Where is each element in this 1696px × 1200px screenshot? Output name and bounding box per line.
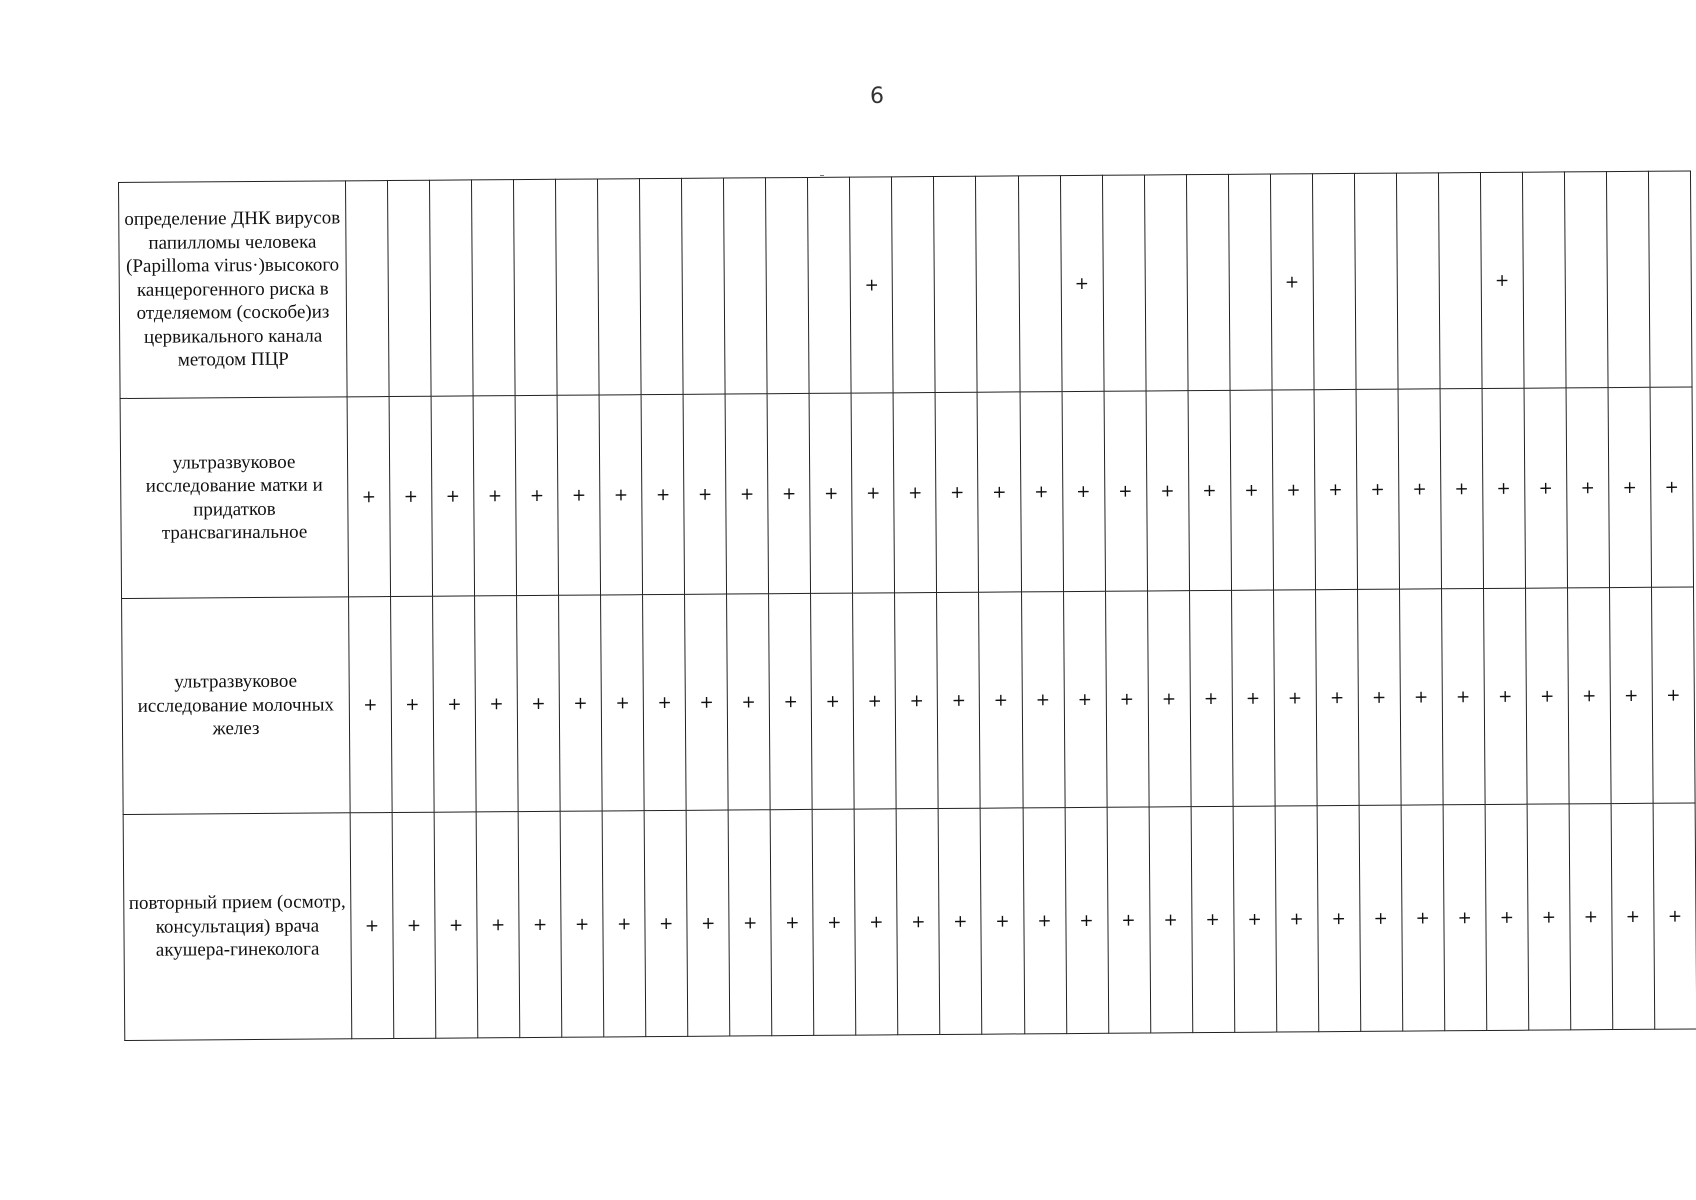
mark-cell: +: [1315, 589, 1359, 805]
mark-cell: +: [1441, 589, 1485, 805]
mark-cell: [388, 180, 432, 396]
mark-cell: +: [1611, 803, 1655, 1029]
schedule-table-body: [119, 171, 1696, 1041]
mark-cell: +: [1399, 589, 1443, 805]
mark-cell: +: [349, 597, 393, 813]
mark-cell: +: [1359, 805, 1403, 1031]
mark-cell: +: [347, 397, 390, 597]
mark-cell: +: [1482, 388, 1525, 588]
mark-cell: +: [1566, 388, 1609, 588]
mark-cell: +: [1272, 390, 1315, 590]
mark-cell: +: [853, 593, 897, 809]
mark-cell: +: [1440, 389, 1483, 589]
mark-cell: +: [685, 594, 729, 810]
mark-cell: [556, 179, 600, 395]
mark-cell: +: [644, 810, 688, 1036]
mark-cell: [345, 181, 389, 397]
mark-cell: +: [559, 595, 603, 811]
mark-cell: +: [897, 809, 941, 1035]
mark-cell: +: [391, 596, 435, 812]
mark-cell: +: [1609, 587, 1653, 803]
mark-cell: +: [1147, 591, 1191, 807]
mark-cell: +: [811, 593, 855, 809]
mark-cell: [1102, 175, 1146, 391]
mark-cell: [934, 176, 978, 392]
mark-cell: +: [1020, 392, 1063, 592]
mark-cell: +: [1062, 391, 1105, 591]
mark-cell: +: [1023, 808, 1067, 1034]
mark-cell: +: [979, 592, 1023, 808]
mark-cell: +: [850, 177, 894, 393]
mark-cell: [892, 177, 936, 393]
mark-cell: +: [475, 596, 519, 812]
mark-cell: +: [601, 595, 645, 811]
mark-cell: +: [1146, 391, 1189, 591]
mark-cell: +: [1480, 172, 1524, 388]
table-row: [123, 803, 1696, 1041]
mark-cell: [724, 178, 768, 394]
mark-cell: +: [1233, 806, 1277, 1032]
mark-cell: +: [1527, 804, 1571, 1030]
mark-cell: +: [1653, 803, 1696, 1029]
mark-cell: +: [515, 395, 558, 595]
mark-cell: +: [725, 394, 768, 594]
mark-cell: +: [1107, 807, 1151, 1033]
mark-cell: +: [1524, 388, 1567, 588]
mark-cell: +: [641, 394, 684, 594]
mark-cell: +: [727, 594, 771, 810]
mark-cell: +: [770, 809, 814, 1035]
mark-cell: +: [473, 396, 516, 596]
mark-cell: [598, 179, 642, 395]
mark-cell: +: [936, 392, 979, 592]
mark-cell: +: [1104, 391, 1147, 591]
table-row: [119, 171, 1693, 399]
mark-cell: +: [1569, 804, 1613, 1030]
mark-cell: +: [1065, 807, 1109, 1033]
mark-cell: +: [1149, 807, 1193, 1033]
mark-cell: +: [434, 812, 478, 1038]
schedule-table: [118, 170, 1696, 1041]
mark-cell: +: [851, 393, 894, 593]
mark-cell: +: [686, 810, 730, 1036]
mark-cell: +: [1650, 387, 1693, 587]
mark-cell: +: [809, 393, 852, 593]
mark-cell: [1606, 171, 1650, 387]
mark-cell: +: [1356, 389, 1399, 589]
mark-cell: +: [1443, 804, 1487, 1030]
mark-cell: +: [1021, 592, 1065, 808]
mark-cell: [1312, 173, 1356, 389]
mark-cell: +: [978, 392, 1021, 592]
mark-cell: +: [518, 811, 562, 1037]
mark-cell: +: [389, 396, 432, 596]
mark-cell: [682, 178, 726, 394]
mark-cell: +: [1189, 590, 1233, 806]
mark-cell: +: [854, 809, 898, 1035]
table-row: [120, 387, 1693, 599]
mark-cell: +: [1231, 590, 1275, 806]
mark-cell: +: [1483, 588, 1527, 804]
mark-cell: [472, 180, 516, 396]
mark-cell: [1018, 176, 1062, 392]
mark-cell: +: [1525, 588, 1569, 804]
mark-cell: +: [1651, 587, 1695, 803]
mark-cell: [976, 176, 1020, 392]
mark-cell: +: [812, 809, 856, 1035]
mark-cell: +: [1567, 588, 1611, 804]
mark-cell: +: [1317, 805, 1361, 1031]
mark-cell: +: [1230, 390, 1273, 590]
mark-cell: +: [557, 395, 600, 595]
mark-cell: +: [1357, 589, 1401, 805]
mark-cell: [1354, 173, 1398, 389]
mark-cell: +: [893, 393, 936, 593]
mark-cell: [1648, 171, 1692, 387]
mark-cell: [1228, 174, 1272, 390]
mark-cell: [430, 180, 474, 396]
mark-cell: [1144, 175, 1188, 391]
mark-cell: [808, 177, 852, 393]
mark-cell: +: [1270, 174, 1314, 390]
mark-cell: +: [937, 592, 981, 808]
mark-cell: [766, 177, 810, 393]
mark-cell: +: [1105, 591, 1149, 807]
mark-cell: +: [683, 394, 726, 594]
mark-cell: +: [1314, 389, 1357, 589]
mark-cell: +: [1188, 390, 1231, 590]
mark-cell: [640, 178, 684, 394]
row-label: повторный прием (осмотр, консультация) врача акушера-гинеколога: [123, 813, 352, 1041]
mark-cell: +: [560, 811, 604, 1037]
mark-cell: +: [981, 808, 1025, 1034]
mark-cell: +: [476, 812, 520, 1038]
mark-cell: +: [1273, 590, 1317, 806]
mark-cell: +: [1485, 804, 1529, 1030]
mark-cell: [1564, 172, 1608, 388]
mark-cell: +: [517, 595, 561, 811]
page-number: 6: [870, 84, 884, 109]
table-row: [122, 587, 1696, 815]
row-label: ультразвуковое исследование молочных желез: [122, 597, 351, 815]
row-label: ультразвуковое исследование матки и придатков трансвагинальное: [120, 397, 348, 599]
mark-cell: [1186, 174, 1230, 390]
mark-cell: [1396, 173, 1440, 389]
mark-cell: +: [939, 808, 983, 1034]
mark-cell: +: [767, 393, 810, 593]
mark-cell: [514, 179, 558, 395]
mark-cell: +: [1398, 389, 1441, 589]
mark-cell: +: [1608, 387, 1651, 587]
mark-cell: +: [1060, 175, 1104, 391]
mark-cell: [1438, 173, 1482, 389]
mark-cell: +: [599, 395, 642, 595]
mark-cell: +: [1275, 806, 1319, 1032]
mark-cell: +: [1063, 591, 1107, 807]
mark-cell: +: [431, 396, 474, 596]
mark-cell: +: [392, 812, 436, 1038]
mark-cell: +: [1191, 806, 1235, 1032]
mark-cell: [1522, 172, 1566, 388]
mark-cell: +: [350, 813, 394, 1039]
mark-cell: +: [728, 810, 772, 1036]
schedule-table-container: [118, 170, 1696, 1040]
mark-cell: +: [643, 594, 687, 810]
mark-cell: +: [769, 593, 813, 809]
row-label: определение ДНК вирусов папилломы человека (Papilloma virus·)высокого канцерогенного риска в отделяемом (соскобе)из цервикального канала методом ПЦР: [119, 181, 348, 399]
mark-cell: +: [1401, 805, 1445, 1031]
mark-cell: +: [433, 596, 477, 812]
mark-cell: +: [895, 593, 939, 809]
mark-cell: +: [602, 811, 646, 1037]
